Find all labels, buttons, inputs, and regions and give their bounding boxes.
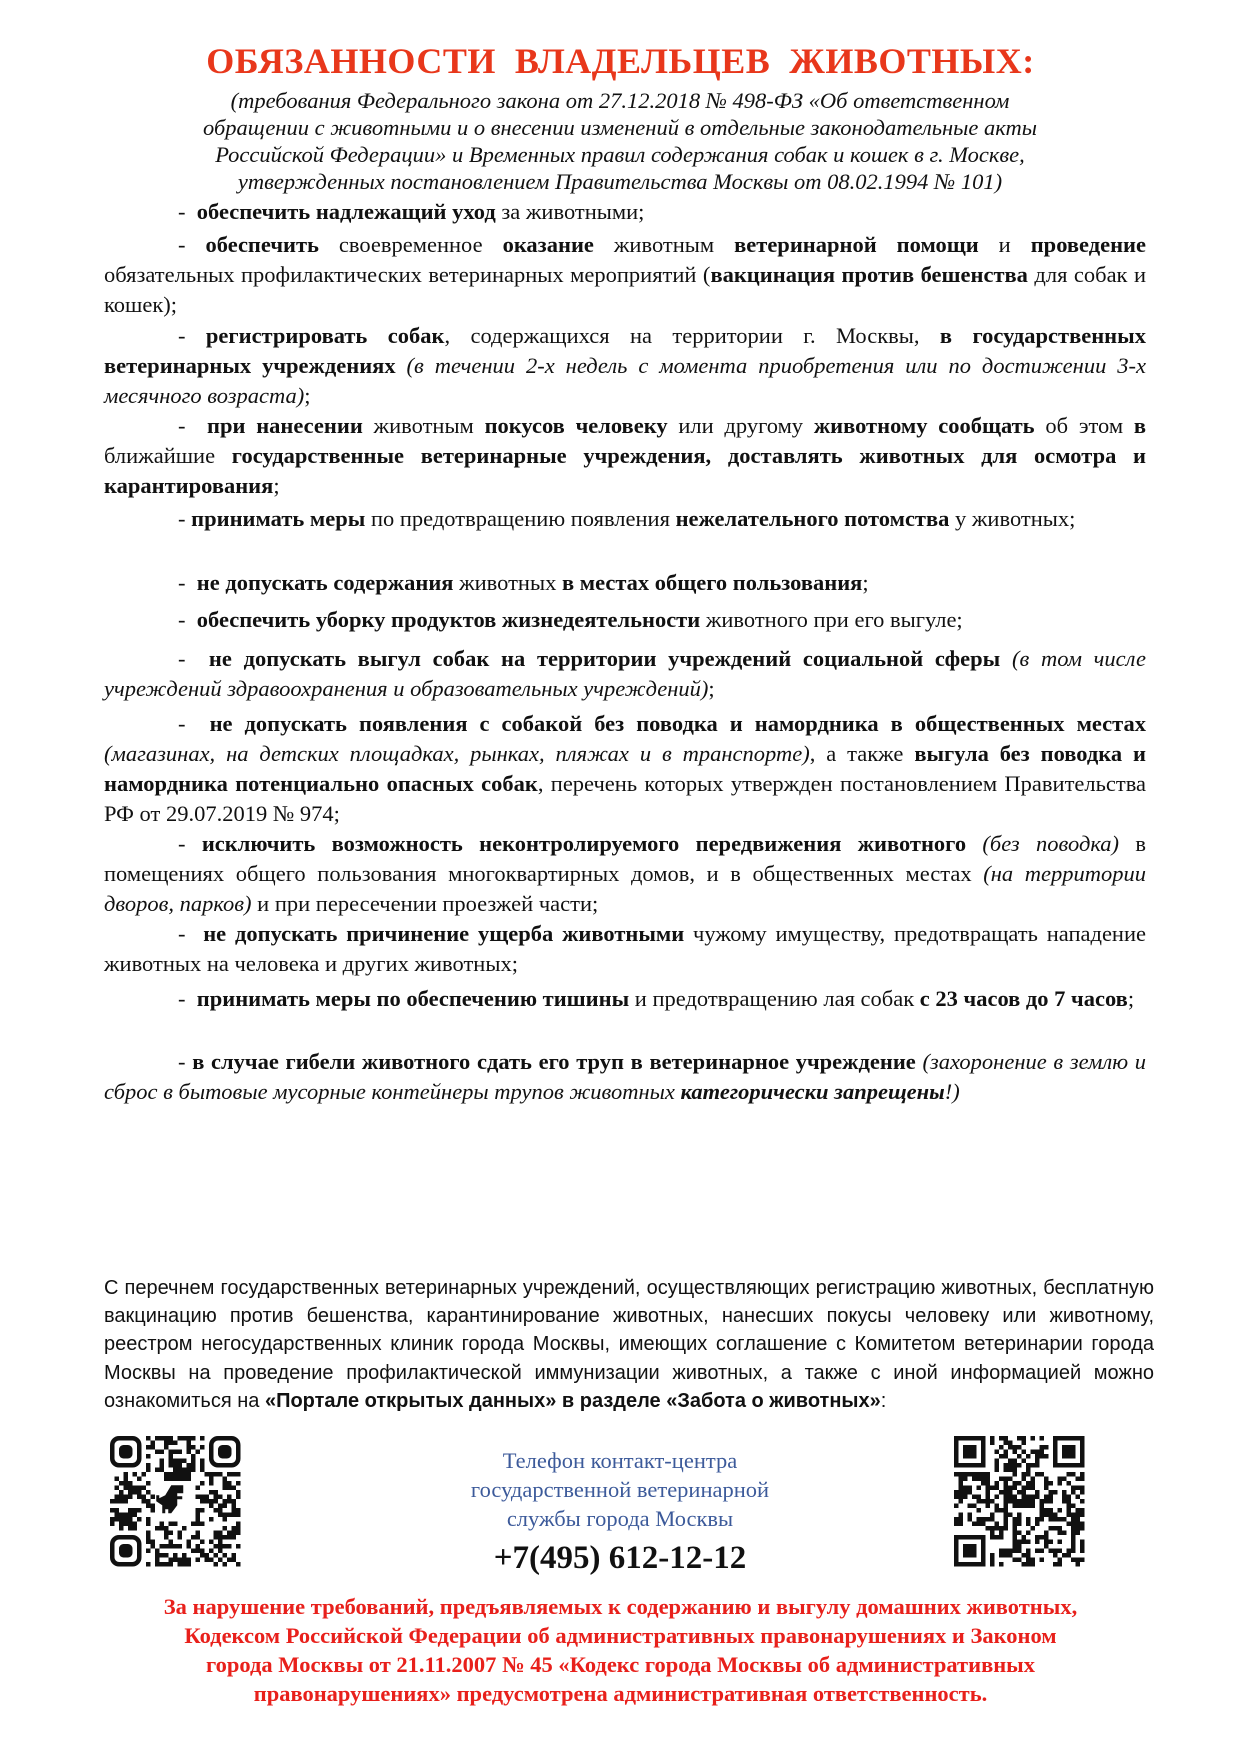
obligation-text: исключить возможность неконтролируемого передвижения животного [201,831,967,856]
subtitle-line: (требования Федерального закона от 27.12.2018 № 498-ФЗ «Об ответственном [230,88,1010,113]
info-paragraph [104,1274,1160,1415]
obligation-text [396,353,407,378]
subtitle-line: Российской Федерации» и Временных правил содержания собак и кошек в г. Москве, [215,142,1025,167]
obligation-item [104,709,1152,829]
obligation-text: - [178,323,206,348]
obligation-text: принимать меры по обеспечению тишины [196,986,630,1011]
liability-notice [100,1592,1141,1708]
obligation-text: и [978,232,1031,257]
obligation-text: !) [944,1079,960,1104]
obligation-item [104,919,1152,979]
obligation-text: ; [862,570,869,595]
obligation-text: - [178,607,197,632]
obligation-text: животных [453,570,562,595]
obligation-text: за животными; [495,199,645,224]
obligation-text: - [178,986,197,1011]
obligation-text: своевременное [318,232,503,257]
obligation-text: в государственных ветеринарных учреждениях [104,323,1152,378]
obligation-text: в [1133,413,1146,438]
obligation-text: или другому [667,413,814,438]
obligation-text: , перечень которых утвержден постановлением Правительства РФ от 29.07.2019 № 974; [104,771,1152,826]
obligation-text: вакцинация против бешенства [710,262,1028,287]
obligation-text: (на территории дворов, парков) [104,861,1152,916]
obligation-text: животного при его выгуле; [700,607,963,632]
obligation-item [104,230,1152,320]
obligation-text: покусов человеку [484,413,668,438]
obligation-text: с 23 часов до 7 часов [919,986,1128,1011]
liability-line: города Москвы от 21.11.2007 № 45 «Кодекс города Москвы об административных [206,1652,1035,1677]
obligation-text: регистрировать собак [205,323,445,348]
obligation-text: не допускать появления с собакой без поводка и намордника в общественных местах [209,711,1146,736]
obligation-text: не допускать выгул собак на территории учреждений социальной сферы [208,646,1001,671]
obligation-text: не допускать содержания [196,570,454,595]
obligation-text: обеспечить [205,232,319,257]
obligation-text: животным [362,413,485,438]
obligation-text: в случае гибели животного сдать его труп в ветеринарное учреждение [192,1049,916,1074]
contact-line: службы города Москвы [506,1506,734,1531]
obligation-text: - [178,199,197,224]
obligation-text: принимать меры [191,506,366,531]
obligation-item [104,197,1146,227]
obligation-text: животному сообщать [813,413,1035,438]
subtitle-line: утвержденных постановлением Правительства Москвы от 08.02.1994 № 101) [237,169,1003,194]
obligation-text: - [178,711,210,736]
obligation-text: - [178,570,197,595]
obligation-text: чужому имуществу, предотвращать нападение животных на человека и других животных; [104,921,1152,976]
obligation-text: категорически запрещены [680,1079,945,1104]
obligation-text: (без поводка) [982,831,1120,856]
obligation-text: и предотвращению лая собак [629,986,920,1011]
dinosaur-icon [156,1485,183,1513]
obligation-text: - [178,413,208,438]
obligation-text: ветеринарной помощи [734,232,979,257]
obligation-text [966,831,982,856]
obligation-text: - [178,506,192,531]
qr-code-left [110,1436,242,1568]
obligation-text: в помещениях общего пользования многоквартирных домов, и в общественных местах [104,831,1152,886]
liability-line: За нарушение требований, предъявляемых к содержанию и выгулу домашних животных, [163,1594,1078,1619]
contact-line: Телефон контакт-центра [502,1448,738,1473]
obligation-text: у животных; [949,506,1076,531]
qr-code-right [954,1436,1086,1568]
page-subtitle [120,87,1120,195]
obligation-text: в местах общего пользования [561,570,863,595]
obligation-item [104,568,1146,598]
info-text: : [880,1389,887,1412]
subtitle-line: обращении с животными и о внесении изменений в отдельные законодательные акты [203,115,1037,140]
info-text: С перечнем государственных ветеринарных учреждений, осуществляющих регистрацию животных, бесплатную вакцинацию против бешенства, карантинирование животных, нанесших покусы человеку или животному, реестром негосударственных клиник города Москвы, имеющих соглашение с Комитетом ветеринарии города Москвы на проведение профилактической иммунизации животных, а также с иной информацией можно ознакомиться на [104,1277,1160,1412]
contact-phone: +7(495) 612-12-12 [493,1540,747,1576]
obligation-text: (магазинах, на детских площадках, рынках, пляжах и в транспорте) [104,741,810,766]
obligation-text: ближайшие [104,413,1152,468]
obligation-text: не допускать причинение ущерба животными [203,921,685,946]
obligation-text: (захоронение в землю и сброс в бытовые мусорные контейнеры трупов животных [104,1049,1152,1104]
obligation-text: обязательных профилактических ветеринарных мероприятий ( [104,232,1152,287]
liability-line: Кодексом Российской Федерации об административных правонарушениях и Законом [184,1623,1057,1648]
obligation-text: для собак и кошек); [104,262,1152,317]
liability-line: правонарушениях» предусмотрена административная ответственность. [253,1681,988,1706]
obligation-text: ; [273,473,280,498]
contact-line: государственной ветеринарной [470,1477,770,1502]
obligation-text: - [178,921,204,946]
obligation-text: государственные ветеринарные учреждения, доставлять животных для осмотра и карантирования [104,443,1152,498]
obligation-text: ; [304,383,311,408]
obligation-text: оказание [502,232,594,257]
obligation-text: и при пересечении проезжей части; [251,891,599,916]
obligation-text: нежелательного потомства [675,506,950,531]
obligation-item [104,321,1152,411]
obligation-text: обеспечить уборку продуктов жизнедеятельности [196,607,701,632]
obligation-text: обеспечить надлежащий уход [196,199,496,224]
obligation-text [1146,711,1152,736]
info-text: «Портале открытых данных» в разделе «Забота о животных» [264,1389,881,1412]
obligation-text: проведение [1030,232,1147,257]
obligation-text: , содержащихся на территории г. Москвы, [444,323,940,348]
obligation-text: выгула без поводка и намордника потенциально опасных собак [104,741,1152,796]
obligation-text: ; [708,676,715,701]
obligation-text: - [178,1049,193,1074]
obligation-text: по предотвращению появления [365,506,676,531]
obligation-item [104,605,1146,635]
obligation-text: об этом [1034,413,1134,438]
obligation-item [104,1047,1152,1107]
obligation-text: (в том числе учреждений здравоохранения и образовательных учреждений) [104,646,1152,701]
obligation-item [104,984,1146,1014]
obligation-text: при нанесении [207,413,363,438]
obligation-item [104,829,1152,919]
page-title: ОБЯЗАННОСТИ ВЛАДЕЛЬЦЕВ ЖИВОТНЫХ: [206,41,1035,81]
obligation-item [104,644,1152,704]
obligation-item [104,504,1146,534]
obligation-text [1000,646,1012,671]
obligation-item [104,411,1152,501]
obligation-text: , а также [809,741,915,766]
obligation-text: - [178,646,209,671]
obligation-text: (в течении 2-х недель с момента приобретения или по достижении 3-х месячного возраста) [104,353,1152,408]
obligation-text: - [178,232,206,257]
obligation-text: животным [593,232,735,257]
obligation-text: - [178,831,202,856]
contact-center-caption [400,1446,840,1533]
obligation-text: ; [1127,986,1135,1011]
